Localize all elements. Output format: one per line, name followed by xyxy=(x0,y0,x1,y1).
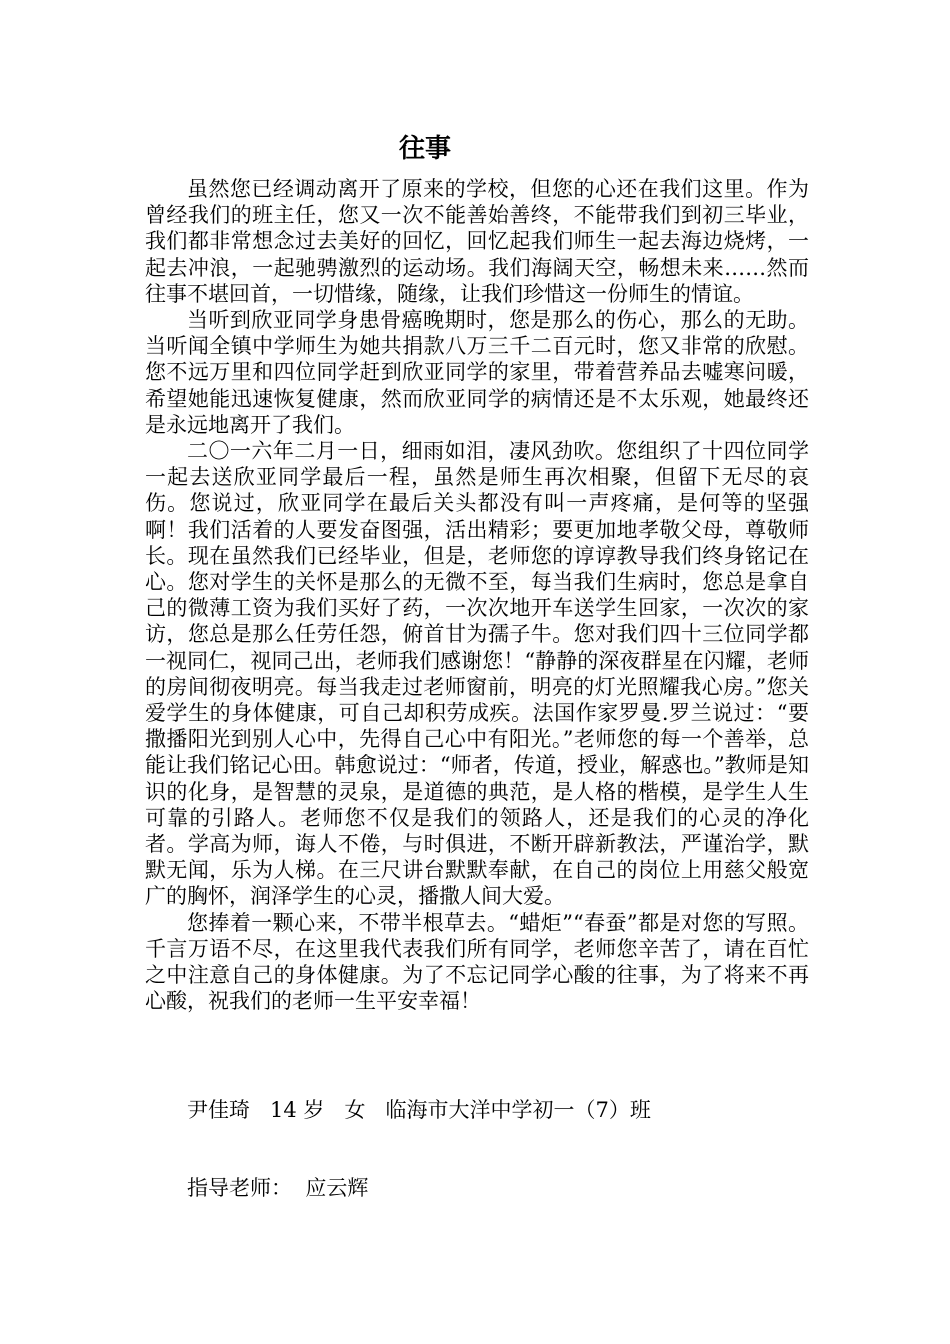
article-title xyxy=(0,132,850,166)
article-title-text: 往事 xyxy=(398,134,451,164)
author-info xyxy=(187,1045,807,1253)
article-body xyxy=(145,176,809,1015)
paragraph-1: 虽然您已经调动离开了原来的学校，但您的心还在我们这里。作为曾经我们的班主任，您又一次不能善始善终，不能带我们到初三毕业，我们都非常想念过去美好的回忆，回忆起我们师生一起去海边烧烤，一起去冲浪，一起驰骋激烈的运动场。我们海阔天空，畅想未来……然而往事不堪回首，一切惜缘，随缘，让我们珍惜这一份师生的情谊。 xyxy=(145,177,809,306)
paragraph-2: 当听到欣亚同学身患骨癌晚期时，您是那么的伤心，那么的无助。当听闻全镇中学师生为她共捐款八万三千二百元时，您又非常的欣慰。您不远万里和四位同学赶到欣亚同学的家里，带着营养品去嘘寒问暖，希望她能迅速恢复健康，然而欣亚同学的病情还是不太乐观，她最终还是永远地离开了我们。 xyxy=(145,308,809,437)
paragraph-3: 二〇一六年二月一日，细雨如泪，凄风劲吹。您组织了十四位同学一起去送欣亚同学最后一程，虽然是师生再次相聚，但留下无尽的哀伤。您说过，欣亚同学在最后关头都没有叫一声疼痛，是何等的坚强啊！我们活着的人要发奋图强，活出精彩；要更加地孝敬父母，尊敬师长。现在虽然我们已经毕业，但是，老师您的谆谆教导我们终身铭记在心。您对学生的关怀是那么的无微不至，每当我们生病时，您总是拿自己的微薄工资为我们买好了药，一次次地开车送学生回家，一次次的家访，您总是那么任劳任怨，俯首甘为孺子牛。您对我们四十三位同学都一视同仁，视同己出，老师我们感谢您！“静静的深夜群星在闪耀，老师的房间彻夜明亮。每当我走过老师窗前，明亮的灯光照耀我心房。”您关爱学生的身体健康，可自己却积劳成疾。法国作家罗曼.罗兰说过：“要撒播阳光到别人心中，先得自己心中有阳光。”老师您的每一个善举，总能让我们铭记心田。韩愈说过：“师者，传道，授业，解惑也。”教师是知识的化身，是智慧的灵泉，是道德的典范，是人格的楷模，是学生人生可靠的引路人。老师您不仅是我们的领路人，还是我们的心灵的净化者。学高为师，诲人不倦，与时俱进，不断开辟新教法，严谨治学，默默无闻，乐为人梯。在三尺讲台默默奉献，在自己的岗位上用慈父般宽广的胸怀，润泽学生的心灵，播撒人间大爱。 xyxy=(145,439,809,909)
author-line: 尹佳琦 14 岁 女 临海市大洋中学初一（7）班 xyxy=(187,1098,651,1122)
paragraph-4: 您捧着一颗心来，不带半根草去。“蜡炬”“春蚕”都是对您的写照。千言万语不尽，在这里我代表我们所有同学，老师您辛苦了，请在百忙之中注意自己的身体健康。为了不忘记同学心酸的往事，为了将来不再心酸，祝我们的老师一生平安幸福！ xyxy=(145,910,809,1014)
teacher-line: 指导老师： 应云辉 xyxy=(187,1176,369,1200)
